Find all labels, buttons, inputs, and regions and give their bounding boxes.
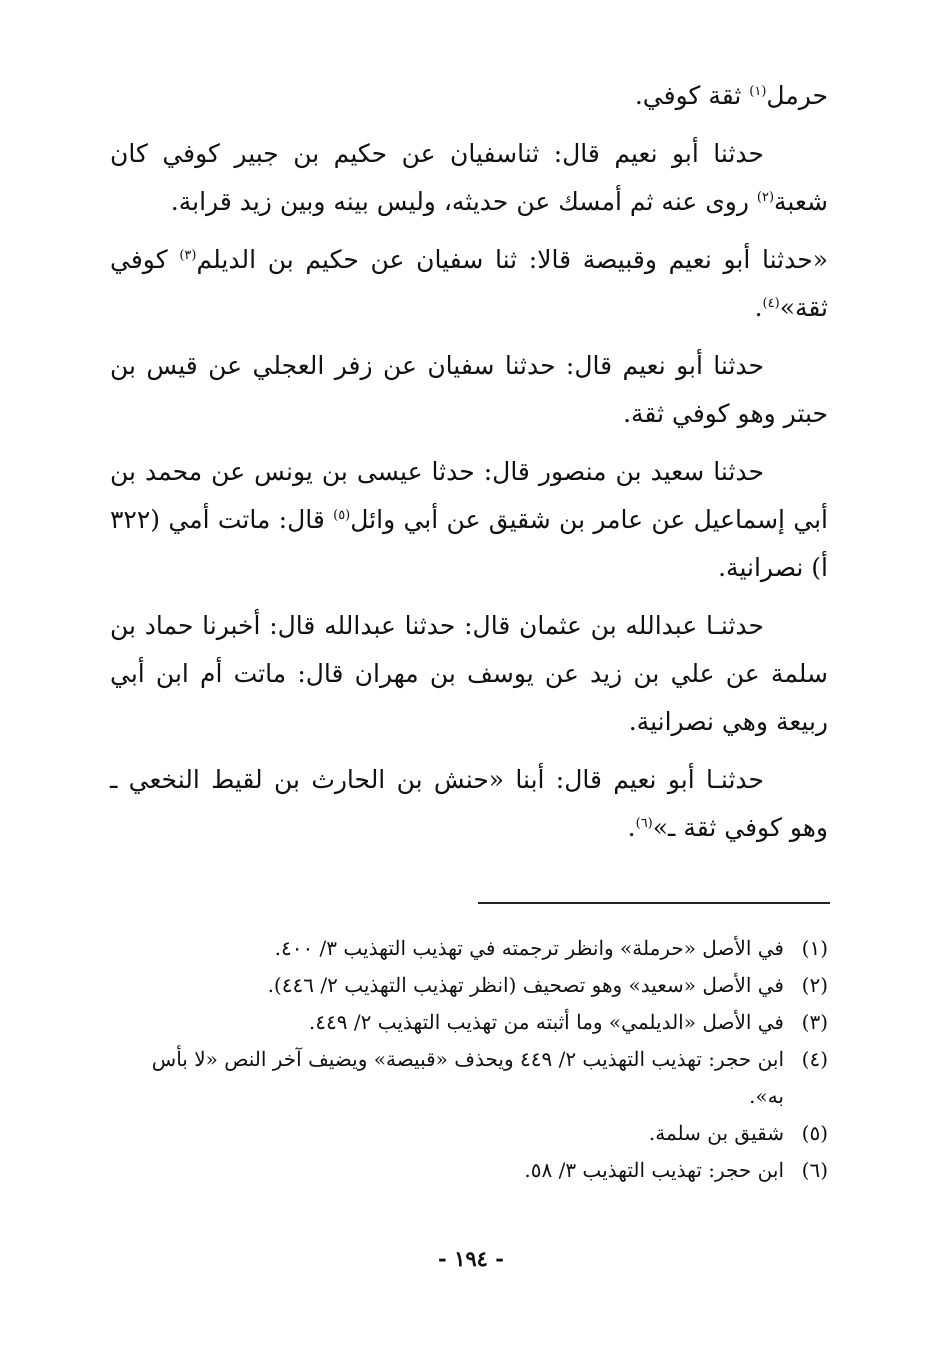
footnote-ref-2[interactable]: (٢) (756, 190, 775, 205)
text: «حدثنا أبو نعيم وقبيصة قالا: ثنا سفيان عن حكيم بن الديلم (196, 245, 829, 274)
text: كوفي ثقة» (110, 245, 828, 322)
footnote-ref-6[interactable]: (٦) (635, 816, 653, 831)
paragraph-1 (110, 72, 828, 120)
footnote-ref-1[interactable]: (١) (749, 84, 767, 99)
footnote-text: ابن حجر: تهذيب التهذيب ٣/ ٥٨. (524, 1158, 784, 1182)
footnote-number: (٢) (801, 973, 828, 997)
text: روى عنه ثم أمسك عن حديثه، وليس بينه وبين زيد قرابة. (170, 187, 757, 216)
footnote-ref-3[interactable]: (٣) (179, 248, 197, 263)
footnote-text: في الأصل «سعيد» وهو تصحيف (انظر تهذيب التهذيب ٢/ ٤٤٦). (267, 973, 784, 997)
footnote-text: ابن حجر: تهذيب التهذيب ٢/ ٤٤٩ ويحذف «قبيصة» ويضيف آخر النص «لا بأس به». (151, 1047, 784, 1108)
footnote-text: شقيق بن سلمة. (648, 1121, 784, 1145)
text: قال: ماتت أمي (٣٢٢ أ) نصرانية. (110, 505, 828, 582)
footnote-number: (٦) (801, 1158, 828, 1182)
paragraph-2 (110, 130, 828, 226)
footnote-text: في الأصل «الديلمي» وما أثبته من تهذيب التهذيب ٢/ ٤٤٩. (308, 1010, 784, 1034)
text: حدثنا سعيد بن منصور قال: حدثا عيسى بن يونس عن محمد بن أبي إسماعيل عن عامر بن شقيق عن أبي وائل (110, 457, 828, 534)
footnotes-list (120, 930, 828, 1189)
footnote-1 (120, 930, 828, 967)
footnote-number: (١) (801, 936, 828, 960)
footnote-number: (٣) (801, 1010, 828, 1034)
footnote-divider (478, 902, 830, 904)
text: حرمل (766, 81, 828, 110)
paragraph-4: حدثنا أبو نعيم قال: حدثنا سفيان عن زفر العجلي عن قيس بن حبتر وهو كوفي ثقة. (110, 351, 828, 428)
footnote-text: في الأصل «حرملة» وانظر ترجمته في تهذيب التهذيب ٣/ ٤٠٠. (274, 936, 784, 960)
text: ثقة كوفي. (634, 81, 750, 110)
main-text (110, 72, 828, 862)
footnote-number: (٥) (801, 1121, 828, 1145)
footnote-2 (120, 967, 828, 1004)
paragraph-5 (110, 448, 828, 592)
footnote-ref-4[interactable]: (٤) (762, 296, 780, 311)
text: حدثنـا أبو نعيم قال: أبنا «حنش بن الحارث بن لقيط النخعي ـ وهو كوفي ثقة ـ» (110, 765, 828, 842)
footnote-6 (120, 1152, 828, 1189)
footnote-3 (120, 1004, 828, 1041)
text: . (627, 813, 636, 842)
text: . (754, 293, 763, 322)
paragraph-7 (110, 756, 828, 852)
page-number: - ١٩٤ - (438, 1246, 504, 1271)
paragraph-3 (110, 236, 828, 332)
footnote-ref-5[interactable]: (٥) (333, 508, 351, 523)
footnote-number: (٤) (801, 1047, 828, 1071)
paragraph-6: حدثنـا عبدالله بن عثمان قال: حدثنا عبدالله قال: أخبرنا حماد بن سلمة عن علي بن زيد عن يوسف بن مهران قال: ماتت أم ابن أبي ربيعة وهي نصرانية. (110, 611, 828, 736)
text: حدثنا أبو نعيم قال: ثناسفيان عن حكيم بن جبير كوفي كان شعبة (110, 139, 828, 216)
footnote-4 (120, 1041, 828, 1115)
footnote-5 (120, 1115, 828, 1152)
